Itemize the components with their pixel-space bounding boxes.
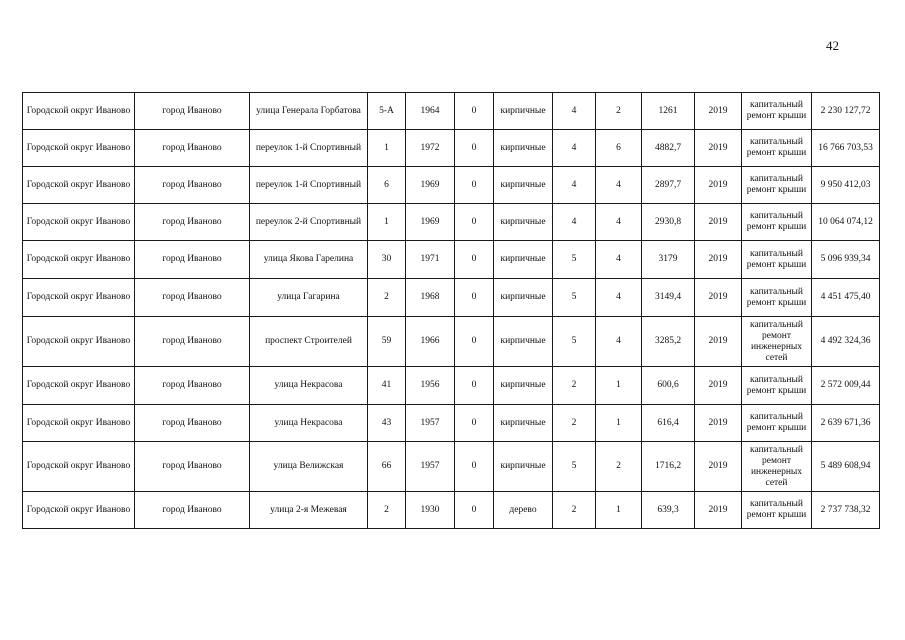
work-type-cell: капитальный ремонт крыши <box>742 367 812 405</box>
year-built-cell: 1969 <box>406 167 455 204</box>
city-cell: город Иваново <box>135 279 250 317</box>
value-zero-cell: 0 <box>455 204 494 241</box>
city-cell: город Иваново <box>135 317 250 367</box>
cost-cell: 2 639 671,36 <box>812 405 880 442</box>
cost-cell: 2 737 738,32 <box>812 492 880 529</box>
area-cell: 3149,4 <box>642 279 695 317</box>
house-number-cell: 41 <box>368 367 406 405</box>
area-cell: 3285,2 <box>642 317 695 367</box>
entrances-cell: 4 <box>596 204 642 241</box>
table-row <box>23 405 880 442</box>
floors-cell: 4 <box>553 204 596 241</box>
entrances-cell: 4 <box>596 167 642 204</box>
value-zero-cell: 0 <box>455 167 494 204</box>
area-cell: 1716,2 <box>642 442 695 492</box>
area-cell: 639,3 <box>642 492 695 529</box>
value-zero-cell: 0 <box>455 279 494 317</box>
repair-program-table <box>22 92 880 529</box>
work-type-cell: капитальный ремонт крыши <box>742 130 812 167</box>
city-cell: город Иваново <box>135 93 250 130</box>
street-cell: улица Велижская <box>250 442 368 492</box>
plan-year-cell: 2019 <box>695 93 742 130</box>
house-number-cell: 43 <box>368 405 406 442</box>
house-number-cell: 66 <box>368 442 406 492</box>
wall-material-cell: кирпичные <box>494 93 553 130</box>
street-cell: переулок 1-й Спортивный <box>250 130 368 167</box>
cost-cell: 5 489 608,94 <box>812 442 880 492</box>
street-cell: улица Некрасова <box>250 405 368 442</box>
area-cell: 616,4 <box>642 405 695 442</box>
table-row <box>23 279 880 317</box>
area-cell: 2897,7 <box>642 167 695 204</box>
cost-cell: 10 064 074,12 <box>812 204 880 241</box>
work-type-cell: капитальный ремонт крыши <box>742 167 812 204</box>
entrances-cell: 4 <box>596 279 642 317</box>
plan-year-cell: 2019 <box>695 167 742 204</box>
floors-cell: 4 <box>553 130 596 167</box>
plan-year-cell: 2019 <box>695 492 742 529</box>
floors-cell: 4 <box>553 93 596 130</box>
street-cell: улица Генерала Горбатова <box>250 93 368 130</box>
house-number-cell: 2 <box>368 492 406 529</box>
wall-material-cell: дерево <box>494 492 553 529</box>
wall-material-cell: кирпичные <box>494 279 553 317</box>
city-cell: город Иваново <box>135 204 250 241</box>
plan-year-cell: 2019 <box>695 442 742 492</box>
district-cell: Городской округ Иваново <box>23 93 135 130</box>
cost-cell: 16 766 703,53 <box>812 130 880 167</box>
entrances-cell: 4 <box>596 317 642 367</box>
street-cell: улица Гагарина <box>250 279 368 317</box>
area-cell: 2930,8 <box>642 204 695 241</box>
plan-year-cell: 2019 <box>695 405 742 442</box>
entrances-cell: 2 <box>596 93 642 130</box>
district-cell: Городской округ Иваново <box>23 167 135 204</box>
value-zero-cell: 0 <box>455 317 494 367</box>
city-cell: город Иваново <box>135 241 250 279</box>
district-cell: Городской округ Иваново <box>23 405 135 442</box>
table-row <box>23 367 880 405</box>
plan-year-cell: 2019 <box>695 367 742 405</box>
year-built-cell: 1971 <box>406 241 455 279</box>
city-cell: город Иваново <box>135 167 250 204</box>
table-row <box>23 241 880 279</box>
district-cell: Городской округ Иваново <box>23 492 135 529</box>
value-zero-cell: 0 <box>455 241 494 279</box>
entrances-cell: 1 <box>596 492 642 529</box>
entrances-cell: 1 <box>596 367 642 405</box>
house-number-cell: 1 <box>368 130 406 167</box>
house-number-cell: 1 <box>368 204 406 241</box>
value-zero-cell: 0 <box>455 405 494 442</box>
cost-cell: 2 572 009,44 <box>812 367 880 405</box>
wall-material-cell: кирпичные <box>494 241 553 279</box>
wall-material-cell: кирпичные <box>494 405 553 442</box>
work-type-cell: капитальный ремонт инженерных сетей <box>742 442 812 492</box>
house-number-cell: 5-А <box>368 93 406 130</box>
floors-cell: 5 <box>553 279 596 317</box>
plan-year-cell: 2019 <box>695 317 742 367</box>
table-row <box>23 204 880 241</box>
floors-cell: 5 <box>553 241 596 279</box>
district-cell: Городской округ Иваново <box>23 130 135 167</box>
entrances-cell: 2 <box>596 442 642 492</box>
street-cell: улица Якова Гарелина <box>250 241 368 279</box>
year-built-cell: 1966 <box>406 317 455 367</box>
year-built-cell: 1968 <box>406 279 455 317</box>
street-cell: переулок 1-й Спортивный <box>250 167 368 204</box>
floors-cell: 2 <box>553 405 596 442</box>
wall-material-cell: кирпичные <box>494 130 553 167</box>
cost-cell: 4 451 475,40 <box>812 279 880 317</box>
cost-cell: 5 096 939,34 <box>812 241 880 279</box>
entrances-cell: 6 <box>596 130 642 167</box>
table-row <box>23 317 880 367</box>
wall-material-cell: кирпичные <box>494 317 553 367</box>
area-cell: 3179 <box>642 241 695 279</box>
year-built-cell: 1956 <box>406 367 455 405</box>
area-cell: 4882,7 <box>642 130 695 167</box>
work-type-cell: капитальный ремонт крыши <box>742 492 812 529</box>
floors-cell: 4 <box>553 167 596 204</box>
floors-cell: 2 <box>553 367 596 405</box>
entrances-cell: 1 <box>596 405 642 442</box>
value-zero-cell: 0 <box>455 492 494 529</box>
table-row <box>23 492 880 529</box>
district-cell: Городской округ Иваново <box>23 442 135 492</box>
cost-cell: 4 492 324,36 <box>812 317 880 367</box>
work-type-cell: капитальный ремонт крыши <box>742 405 812 442</box>
work-type-cell: капитальный ремонт крыши <box>742 241 812 279</box>
table-row <box>23 93 880 130</box>
house-number-cell: 59 <box>368 317 406 367</box>
cost-cell: 9 950 412,03 <box>812 167 880 204</box>
work-type-cell: капитальный ремонт крыши <box>742 93 812 130</box>
table-row <box>23 167 880 204</box>
value-zero-cell: 0 <box>455 367 494 405</box>
year-built-cell: 1957 <box>406 405 455 442</box>
street-cell: улица 2-я Межевая <box>250 492 368 529</box>
area-cell: 600,6 <box>642 367 695 405</box>
street-cell: переулок 2-й Спортивный <box>250 204 368 241</box>
plan-year-cell: 2019 <box>695 279 742 317</box>
year-built-cell: 1930 <box>406 492 455 529</box>
floors-cell: 5 <box>553 317 596 367</box>
work-type-cell: капитальный ремонт крыши <box>742 204 812 241</box>
city-cell: город Иваново <box>135 492 250 529</box>
house-number-cell: 30 <box>368 241 406 279</box>
floors-cell: 2 <box>553 492 596 529</box>
cost-cell: 2 230 127,72 <box>812 93 880 130</box>
work-type-cell: капитальный ремонт инженерных сетей <box>742 317 812 367</box>
table-row <box>23 442 880 492</box>
wall-material-cell: кирпичные <box>494 367 553 405</box>
entrances-cell: 4 <box>596 241 642 279</box>
house-number-cell: 6 <box>368 167 406 204</box>
wall-material-cell: кирпичные <box>494 167 553 204</box>
wall-material-cell: кирпичные <box>494 442 553 492</box>
area-cell: 1261 <box>642 93 695 130</box>
street-cell: улица Некрасова <box>250 367 368 405</box>
table-body <box>23 93 880 529</box>
value-zero-cell: 0 <box>455 93 494 130</box>
year-built-cell: 1972 <box>406 130 455 167</box>
district-cell: Городской округ Иваново <box>23 367 135 405</box>
value-zero-cell: 0 <box>455 442 494 492</box>
year-built-cell: 1957 <box>406 442 455 492</box>
plan-year-cell: 2019 <box>695 204 742 241</box>
street-cell: проспект Строителей <box>250 317 368 367</box>
house-number-cell: 2 <box>368 279 406 317</box>
page-number: 42 <box>826 38 839 53</box>
city-cell: город Иваново <box>135 367 250 405</box>
city-cell: город Иваново <box>135 442 250 492</box>
district-cell: Городской округ Иваново <box>23 279 135 317</box>
value-zero-cell: 0 <box>455 130 494 167</box>
plan-year-cell: 2019 <box>695 241 742 279</box>
work-type-cell: капитальный ремонт крыши <box>742 279 812 317</box>
year-built-cell: 1964 <box>406 93 455 130</box>
table-row <box>23 130 880 167</box>
year-built-cell: 1969 <box>406 204 455 241</box>
city-cell: город Иваново <box>135 130 250 167</box>
city-cell: город Иваново <box>135 405 250 442</box>
wall-material-cell: кирпичные <box>494 204 553 241</box>
district-cell: Городской округ Иваново <box>23 241 135 279</box>
district-cell: Городской округ Иваново <box>23 317 135 367</box>
plan-year-cell: 2019 <box>695 130 742 167</box>
floors-cell: 5 <box>553 442 596 492</box>
district-cell: Городской округ Иваново <box>23 204 135 241</box>
